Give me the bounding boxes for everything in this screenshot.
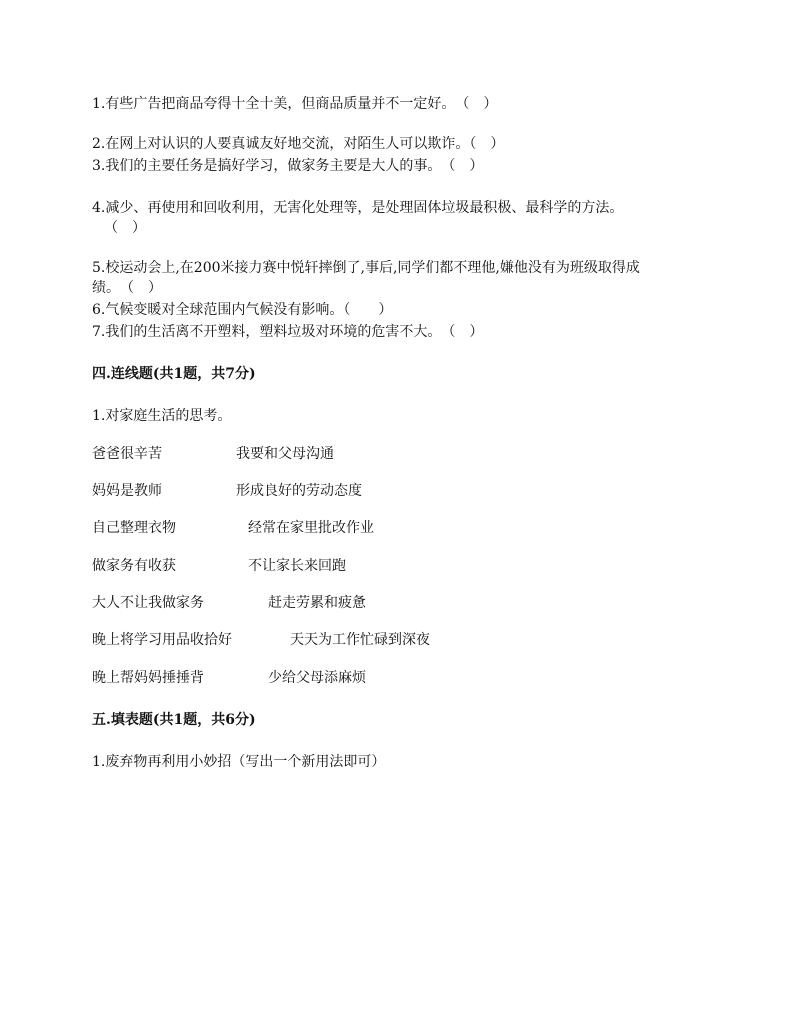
- matching-right-3: 经常在家里批改作业: [248, 520, 374, 536]
- section-heading-matching: 四.连线题(共1题，共7分): [92, 366, 256, 382]
- matching-left-5: 大人不让我做家务: [92, 595, 204, 611]
- matching-left-2: 妈妈是教师: [92, 483, 162, 499]
- matching-right-5: 赶走劳累和疲惫: [268, 595, 366, 611]
- true-false-item-6: 6.气候变暖对全球范围内气候没有影响。（ ）: [92, 302, 393, 318]
- matching-right-2: 形成良好的劳动态度: [236, 483, 362, 499]
- matching-left-4: 做家务有收获: [92, 558, 176, 574]
- matching-left-6: 晚上将学习用品收拾好: [92, 632, 232, 648]
- true-false-item-7: 7.我们的生活离不开塑料，塑料垃圾对环境的危害不大。 （ ）: [92, 324, 484, 340]
- true-false-item-5-continued: 绩。 （ ）: [92, 280, 162, 296]
- matching-left-7: 晚上帮妈妈捶捶背: [92, 670, 204, 686]
- true-false-item-5: 5.校运动会上,在200米接力赛中悦轩摔倒了,事后,同学们都不理他,嫌他没有为班级取得成: [92, 260, 640, 276]
- matching-question: 1.对家庭生活的思考。: [92, 408, 232, 424]
- section-heading-fill-table: 五.填表题(共1题，共6分): [92, 712, 256, 728]
- true-false-item-3: 3.我们的主要任务是搞好学习，做家务主要是大人的事。 （ ）: [92, 158, 484, 174]
- matching-left-1: 爸爸很辛苦: [92, 446, 162, 462]
- matching-right-4: 不让家长来回跑: [248, 558, 346, 574]
- matching-right-1: 我要和父母沟通: [236, 446, 334, 462]
- matching-left-3: 自己整理衣物: [92, 520, 176, 536]
- true-false-item-1: 1.有些广告把商品夸得十全十美，但商品质量并不一定好。 （ ）: [92, 96, 498, 112]
- true-false-item-2: 2.在网上对认识的人要真诚友好地交流，对陌生人可以欺诈。（ ）: [92, 136, 505, 152]
- matching-right-6: 天天为工作忙碌到深夜: [290, 632, 430, 648]
- matching-right-7: 少给父母添麻烦: [268, 670, 366, 686]
- fill-table-question: 1.废弃物再利用小妙招（写出一个新用法即可）: [92, 754, 386, 770]
- true-false-item-4-bracket: （ ）: [104, 220, 146, 236]
- true-false-item-4: 4.减少、再使用和回收利用，无害化处理等，是处理固体垃圾最积极、最科学的方法。: [92, 200, 624, 216]
